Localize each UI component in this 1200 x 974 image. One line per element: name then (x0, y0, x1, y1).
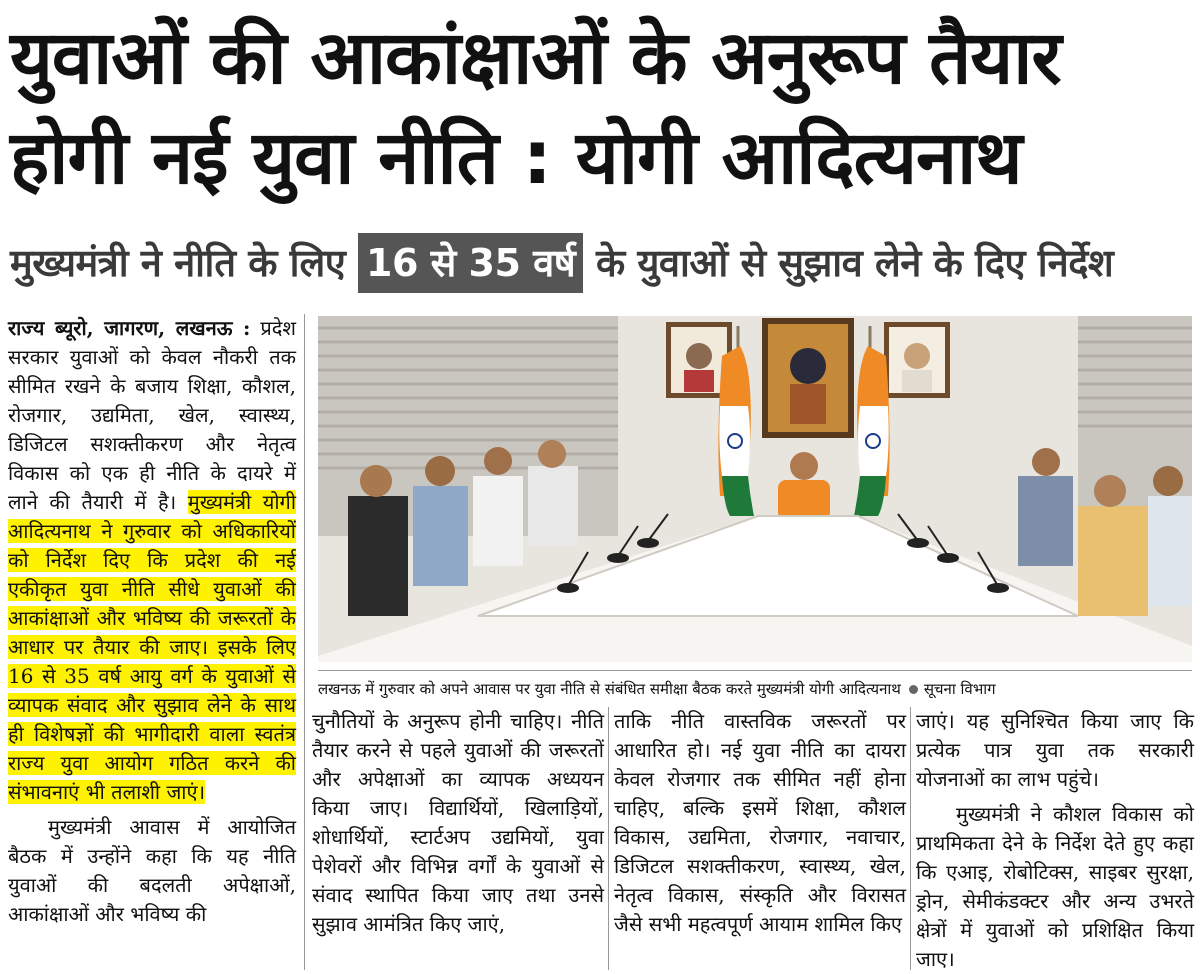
photo-credit: सूचना विभाग (923, 680, 996, 698)
article-column-4 (916, 707, 1194, 974)
column-divider (910, 707, 911, 970)
headline-line-2: होगी नई युवा नीति : योगी आदित्यनाथ (10, 115, 1022, 201)
subheadline-before: मुख्यमंत्री ने नीति के लिए (10, 241, 359, 285)
subheadline-after: के युवाओं से सुझाव लेने के दिए निर्देश (583, 241, 1114, 285)
byline: राज्य ब्यूरो, जागरण, लखनऊ : (8, 316, 251, 340)
highlighted-passage: मुख्यमंत्री योगी आदित्यनाथ ने गुरुवार को अधिकारियों को निर्देश दिए कि प्रदेश की नई एकीकृत युवा नीति सीधे युवाओं की आकांक्षाओं और भविष्य की जरूरतों के आधार पर तैयार की जाए। इसके लिए 16 से 35 वर्ष आयु वर्ग के युवाओं से व्यापक संवाद और सुझाव लेने के साथ ही विशेषज्ञों की भागीदारी वाला स्वतंत्र राज्य युवा आयोग गठित करने की संभावनाएं भी तलाशी जाएं। (8, 490, 296, 804)
article-column-2 (312, 707, 604, 939)
subheadline (10, 228, 1190, 298)
caption-text: लखनऊ में गुरुवार को अपने आवास पर युवा नीति से संबंधित समीक्षा बैठक करते मुख्यमंत्री योगी आदित्यनाथ (318, 680, 901, 698)
photo-caption (318, 676, 1192, 702)
meeting-photo (318, 316, 1192, 662)
caption-divider (318, 670, 1192, 671)
article-column-2-text: चुनौतियों के अनुरूप होनी चाहिए। नीति तैयार करने से पहले युवाओं की जरूरतों और अपेक्षाओं का व्यापक अध्ययन किया जाए। विद्यार्थियों, खिलाड़ियों, शोधार्थियों, स्टार्टअप उद्यमियों, युवा पेशेवरों और विभिन्न वर्गों के युवाओं से संवाद स्थापित किया जाए तथा उनसे सुझाव आमंत्रित किए जाएं, (312, 709, 604, 936)
article-paragraph-1 (8, 314, 296, 807)
column-divider (608, 707, 609, 970)
article-column-3-text: ताकि नीति वास्तविक जरूरतों पर आधारित हो। नई युवा नीति का दायरा केवल रोजगार तक सीमित नहीं होना चाहिए, बल्कि इसमें शिक्षा, कौशल विकास, उद्यमिता, रोजगार, नवाचार, डिजिटल सशक्तीकरण, स्वास्थ्य, खेल, नेतृत्व विकास, संस्कृति और विरासत जैसे सभी महत्वपूर्ण आयाम शामिल किए (614, 709, 906, 936)
column-divider (304, 314, 305, 970)
subheadline-highlight: 16 से 35 वर्ष (358, 233, 583, 293)
article-p1-plain: प्रदेश सरकार युवाओं को केवल नौकरी तक सीमित रखने के बजाय शिक्षा, कौशल, रोजगार, उद्यमिता, खेल, स्वास्थ्य, डिजिटल सशक्तीकरण और नेतृत्व विकास को एक ही नीति के दायरे में लाने की तैयारी में है। (8, 316, 296, 514)
article-paragraph-2: मुख्यमंत्री आवास में आयोजित बैठक में उन्होंने कहा कि यह नीति युवाओं की बदलती अपेक्षाओं, आकांक्षाओं और भविष्य की (8, 815, 296, 926)
headline-line-1: युवाओं की आकांक्षाओं के अनुरूप तैयार (10, 15, 1061, 101)
article-column-3 (614, 707, 906, 939)
article-column-4-text: जाएं। यह सुनिश्चित किया जाए कि प्रत्येक पात्र युवा तक सरकारी योजनाओं का लाभ पहुंचे। (916, 709, 1194, 791)
meeting-photo-illustration (318, 316, 1192, 662)
caption-bullet-icon (909, 685, 918, 694)
article-paragraph-3: मुख्यमंत्री ने कौशल विकास को प्राथमिकता देने के निर्देश देते हुए कहा कि एआइ, रोबोटिक्स, साइबर सुरक्षा, ड्रोन, सेमीकंडक्टर और अन्य उभरते क्षेत्रों में युवाओं को प्रशिक्षित किया जाए। (916, 802, 1194, 971)
article-column-1 (8, 314, 296, 929)
